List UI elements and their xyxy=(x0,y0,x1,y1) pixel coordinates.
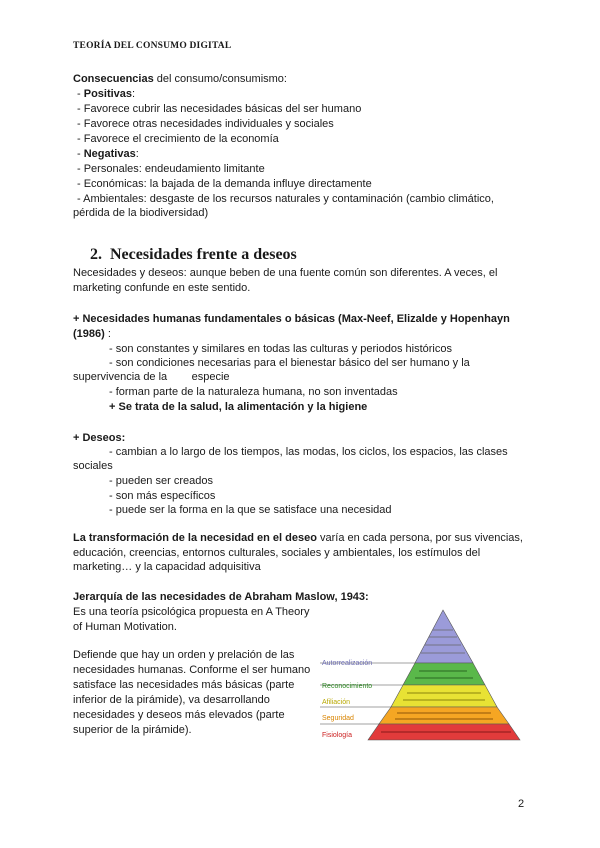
negativas-item: - Personales: endeudamiento limitante xyxy=(77,163,265,175)
deseos-item: - puede ser la forma en la que se satisface una necesidad xyxy=(109,504,392,516)
page-number: 2 xyxy=(518,798,525,810)
necesidades-title-line2: (1986) : xyxy=(73,328,111,340)
section-number: 2. xyxy=(90,246,102,263)
pyramid-level-seguridad xyxy=(379,707,509,724)
pyramid-label-reconocimiento: Reconocimiento xyxy=(322,683,373,690)
deseos-item: - pueden ser creados xyxy=(109,475,213,487)
positivas-item: - Favorece el crecimiento de la economía xyxy=(77,133,279,145)
pyramid-label-seguridad: Seguridad xyxy=(322,715,354,722)
maslow-paragraph-line: superior de la pirámide). xyxy=(73,724,192,736)
positivas-item: - Favorece otras necesidades individuales y sociales xyxy=(77,118,334,130)
maslow-paragraph-line: Es una teoría psicológica propuesta en A Theory xyxy=(73,606,310,618)
pyramid-label-fisiologia: Fisiología xyxy=(322,732,352,739)
maslow-paragraph-line: necesidades y deseos más elevados (parte xyxy=(73,709,285,721)
transformacion-line: educación, creencias, entornos culturales, sociales y ambientales, los estímulos del xyxy=(73,547,481,559)
maslow-pyramid xyxy=(315,605,525,743)
consecuencias-heading xyxy=(73,72,287,87)
pyramid-level-afiliacion xyxy=(391,685,497,707)
negativas-item: - Económicas: la bajada de la demanda influye directamente xyxy=(77,178,372,190)
pyramid-level-reconocimiento xyxy=(403,663,485,685)
necesidades-item: - forman parte de la naturaleza humana, no son inventadas xyxy=(109,386,398,398)
positivas-label: - Positivas: xyxy=(77,88,136,100)
positivas-item: - Favorece cubrir las necesidades básicas del ser humano xyxy=(77,103,362,115)
maslow-title: Jerarquía de las necesidades de Abraham Maslow, 1943: xyxy=(73,591,369,603)
maslow-paragraph-line: Defiende que hay un orden y prelación de las xyxy=(73,649,295,661)
running-header: TEORÍA DEL CONSUMO DIGITAL xyxy=(73,41,232,51)
negativas-item-continued: pérdida de la biodiversidad) xyxy=(73,207,209,219)
negativas-item: - Ambientales: desgaste de los recursos naturales y contaminación (cambio climático, xyxy=(77,193,494,205)
deseos-item: - son más específicos xyxy=(109,490,216,502)
necesidades-item-continued: supervivencia de la especie xyxy=(73,371,230,383)
transformacion-line: marketing… y la capacidad adquisitiva xyxy=(73,561,261,573)
intro-line: marketing confunde en este sentido. xyxy=(73,282,251,294)
section-title: Necesidades frente a deseos xyxy=(110,246,297,263)
deseos-item-continued: sociales xyxy=(73,460,113,472)
pyramid-label-afiliacion: Afiliación xyxy=(322,699,351,706)
consecuencias-heading-rest: del consumo/consumismo: xyxy=(153,73,287,85)
deseos-title: + Deseos: xyxy=(73,432,126,444)
consecuencias-heading-bold: Consecuencias xyxy=(73,73,154,85)
maslow-paragraph-line: satisface las necesidades más básicas (parte xyxy=(73,679,295,691)
pyramid-label-autorrealizacion: Autorrealización xyxy=(322,660,373,667)
deseos-item: - cambian a lo largo de los tiempos, las modas, los ciclos, los espacios, las clases xyxy=(109,446,508,458)
necesidades-title: + Necesidades humanas fundamentales o básicas (Max-Neef, Elizalde y Hopenhayn xyxy=(73,313,510,325)
maslow-paragraph-line: necesidades humanas. Conforme el ser humano xyxy=(73,664,311,676)
transformacion-line: La transformación de la necesidad en el deseo varía en cada persona, por sus vivencias, xyxy=(73,532,523,544)
pyramid-level-autorrealizacion xyxy=(415,610,473,663)
necesidades-item: - son constantes y similares en todas las culturas y periodos históricos xyxy=(109,343,452,355)
maslow-paragraph-line: inferior de la pirámide), va desarrollando xyxy=(73,694,270,706)
intro-line: Necesidades y deseos: aunque beben de una fuente común son diferentes. A veces, el xyxy=(73,267,498,279)
necesidades-item: - son condiciones necesarias para el bienestar básico del ser humano y la xyxy=(109,357,470,369)
necesidades-emphasis: + Se trata de la salud, la alimentación y la higiene xyxy=(109,401,368,413)
maslow-paragraph-line: of Human Motivation. xyxy=(73,621,177,633)
section-heading xyxy=(90,246,297,264)
negativas-label: - Negativas: xyxy=(77,148,139,160)
